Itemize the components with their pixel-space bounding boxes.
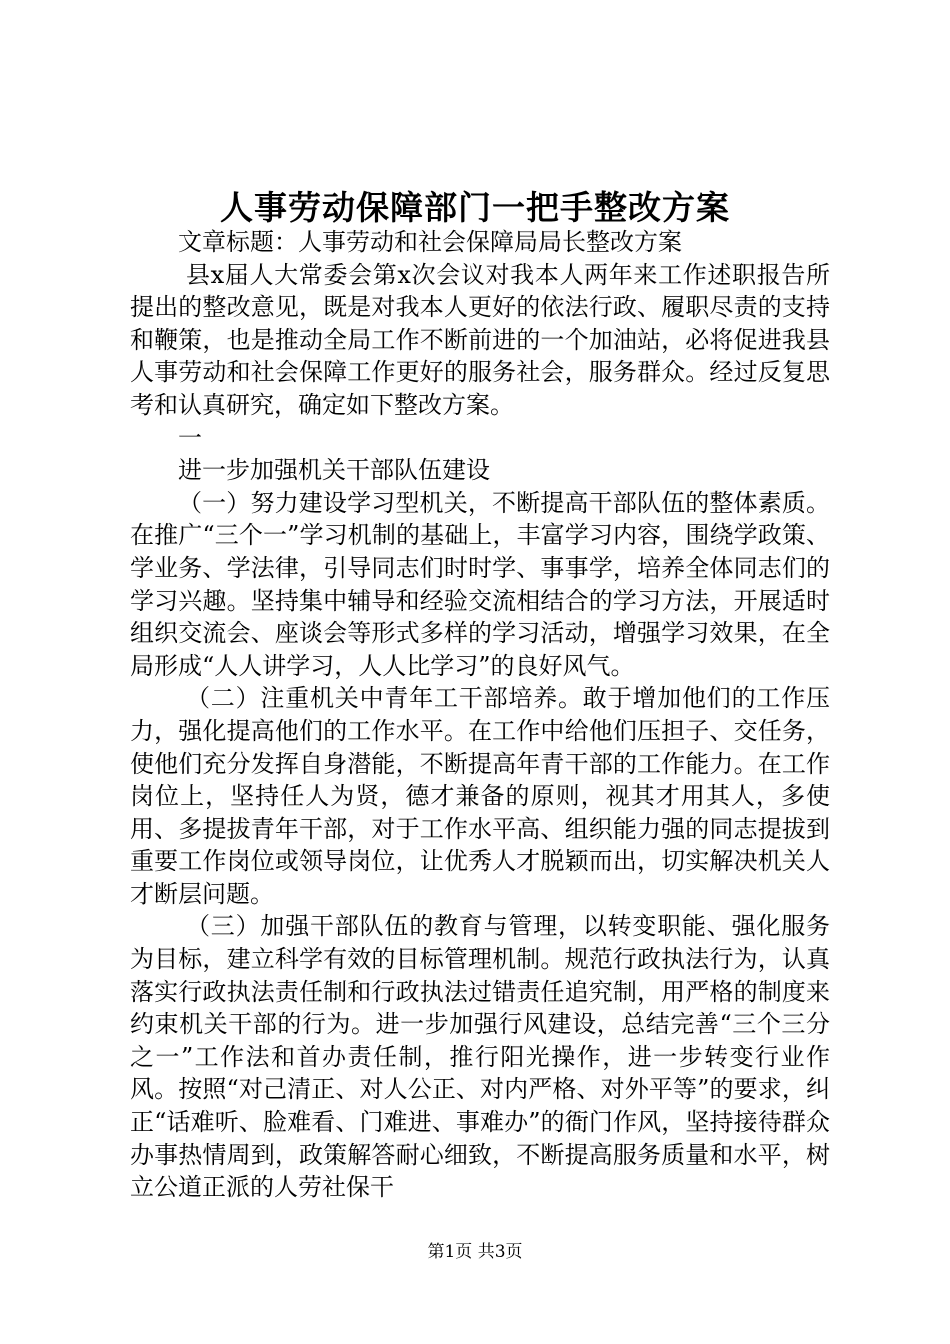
- paragraph-2: （二）注重机关中青年工干部培养。敢于增加他们的工作压力，强化提高他们的工作水平。在工作中给他们压担子、交任务，使他们充分发挥自身潜能，不断提高年青干部的工作能力。在工作岗位上，坚持任人为贤，德才兼备的原则，视其才用其人，多使用、多提拔青年干部，对于工作水平高、组织能力强的同志提拔到重要工作岗位或领导岗位，让优秀人才脱颖而出，切实解决机关人才断层问题。: [130, 684, 830, 908]
- intro-paragraph: 县x届人大常委会第x次会议对我本人两年来工作述职报告所提出的整改意见，既是对我本人更好的依法行政、履职尽责的支持和鞭策，也是推动全局工作不断前进的一个加油站，必将促进我县人事劳动和社会保障工作更好的服务社会，服务群众。经过反复思考和认真研究，确定如下整改方案。: [130, 260, 830, 419]
- document-body: [130, 226, 830, 1204]
- paragraph-3: （三）加强干部队伍的教育与管理，以转变职能、强化服务为目标，建立科学有效的目标管理机制。规范行政执法行为，认真落实行政执法责任制和行政执法过错责任追究制，用严格的制度来约束机关干部的行为。进一步加强行风建设，总结完善“三个三分之一”工作法和首办责任制，推行阳光操作，进一步转变行业作风。按照“对己清正、对人公正、对内严格、对外平等”的要求，纠正“话难听、脸难看、门难进、事难办”的衙门作风，坚持接待群众办事热情周到，政策解答耐心细致，不断提高服务质量和水平，树立公道正派的人劳社保干: [130, 912, 830, 1202]
- section-heading: 进一步加强机关干部队伍建设: [178, 456, 490, 485]
- page-footer: 第1页 共3页: [427, 1242, 523, 1262]
- section-number: 一: [178, 423, 202, 452]
- document-title: 人事劳动保障部门一把手整改方案: [220, 188, 730, 227]
- article-title-line: 文章标题：人事劳动和社会保障局局长整改方案: [178, 228, 682, 256]
- paragraph-1: （一）努力建设学习型机关，不断提高干部队伍的整体素质。在推广“三个一”学习机制的基础上，丰富学习内容，围绕学政策、学业务、学法律，引导同志们时时学、事事学，培养全体同志们的学习兴趣。坚持集中辅导和经验交流相结合的学习方法，开展适时组织交流会、座谈会等形式多样的学习活动，增强学习效果，在全局形成“人人讲学习，人人比学习”的良好风气。: [130, 488, 830, 680]
